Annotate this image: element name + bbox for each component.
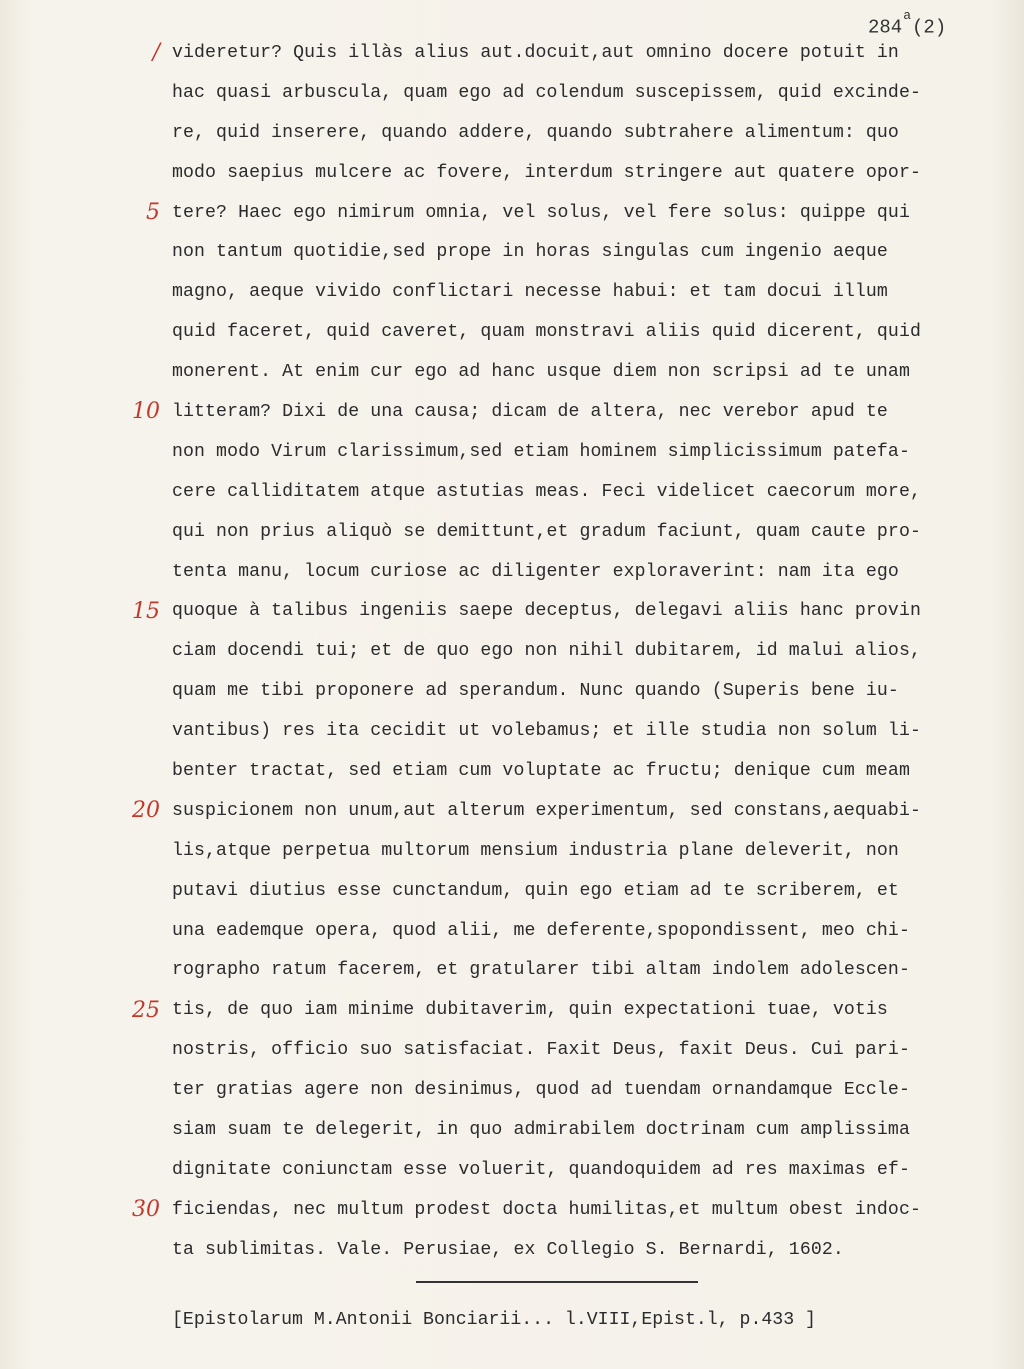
text-line: rographo ratum facerem, et gratularer tibi altam indolem adolescen- — [172, 960, 910, 981]
footnote-divider — [416, 1281, 698, 1283]
page-number-superscript: a — [903, 8, 912, 23]
text-line: quid faceret, quid caveret, quam monstravi aliis quid dicerent, quid — [172, 322, 921, 343]
text-line: non modo Virum clarissimum,sed etiam hominem simplicissimum patefa- — [172, 441, 910, 462]
page-number — [868, 8, 947, 39]
text-line: quoque à talibus ingeniis saepe deceptus, delegavi aliis hanc provin — [172, 601, 921, 622]
text-line: siam suam te delegerit, in quo admirabilem doctrinam cum amplissima — [172, 1120, 910, 1141]
text-line: benter tractat, sed etiam cum voluptate ac fructu; denique cum meam — [172, 761, 910, 782]
text-line: putavi diutius esse cunctandum, quin ego etiam ad te scriberem, et — [172, 880, 899, 901]
letter-body — [172, 38, 1007, 1275]
margin-line-number: 30 — [132, 1197, 160, 1223]
text-line: quam me tibi proponere ad sperandum. Nunc quando (Superis bene iu- — [172, 681, 899, 702]
text-line: tere? Haec ego nimirum omnia, vel solus, vel fere solus: quippe qui — [172, 202, 910, 223]
text-line: una eademque opera, quod alii, me deferente,spopondissent, meo chi- — [172, 920, 910, 941]
text-line: non tantum quotidie,sed prope in horas singulas cum ingenio aeque — [172, 242, 888, 263]
text-line: qui non prius aliquò se demittunt,et gradum faciunt, quam caute pro- — [172, 521, 921, 542]
text-line: monerent. At enim cur ego ad hanc usque diem non scripsi ad te unam — [172, 362, 910, 383]
text-line: videretur? Quis illàs alius aut.docuit,aut omnino docere potuit in — [172, 43, 899, 63]
text-line: modo saepius mulcere ac fovere, interdum stringere aut quatere opor- — [172, 162, 921, 183]
margin-line-number: 5 — [146, 199, 160, 225]
page-number-main: 284 — [868, 16, 903, 39]
text-line: lis,atque perpetua multorum mensium industria plane deleverit, non — [172, 840, 899, 861]
text-line: ta sublimitas. Vale. Perusiae, ex Collegio S. Bernardi, 1602. — [172, 1239, 844, 1260]
text-line: re, quid inserere, quando addere, quando subtrahere alimentum: quo — [172, 122, 899, 143]
text-line: magno, aeque vivido conflictari necesse habui: et tam docui illum — [172, 282, 888, 303]
text-line: ciam docendi tui; et de quo ego non nihil dubitarem, id malui alios, — [172, 641, 921, 662]
text-line: vantibus) res ita cecidit ut volebamus; et ille studia non solum li- — [172, 721, 921, 742]
text-line: ficiendas, nec multum prodest docta humilitas,et multum obest indoc- — [172, 1199, 921, 1220]
text-line: tis, de quo iam minime dubitaverim, quin expectationi tuae, votis — [172, 1000, 888, 1021]
text-line: hac quasi arbuscula, quam ego ad colendum suscepissem, quid excinde- — [172, 82, 921, 103]
text-line: litteram? Dixi de una causa; dicam de altera, nec verebor apud te — [172, 402, 888, 423]
margin-line-number: 15 — [132, 598, 160, 624]
margin-line-number: 25 — [132, 997, 160, 1023]
text-line: ter gratias agere non desinimus, quod ad tuendam ornandamque Eccle- — [172, 1080, 910, 1101]
source-citation: [Epistolarum M.Antonii Bonciarii... l.VIII,Epist.l, p.433 ] — [172, 1310, 816, 1330]
margin-line-number: 20 — [132, 798, 160, 824]
text-line: dignitate coniunctam esse voluerit, quandoquidem ad res maximas ef- — [172, 1159, 910, 1180]
margin-line-number: / — [152, 40, 160, 65]
text-line: cere calliditatem atque astutias meas. Feci videlicet caecorum more, — [172, 481, 921, 502]
text-line: tenta manu, locum curiose ac diligenter exploraverint: nam ita ego — [172, 561, 899, 582]
text-line: suspicionem non unum,aut alterum experimentum, sed constans,aequabi- — [172, 800, 921, 821]
margin-line-number: 10 — [132, 399, 160, 425]
page-number-suffix: (2) — [912, 16, 947, 39]
text-line: nostris, officio suo satisfaciat. Faxit Deus, faxit Deus. Cui pari- — [172, 1040, 910, 1061]
